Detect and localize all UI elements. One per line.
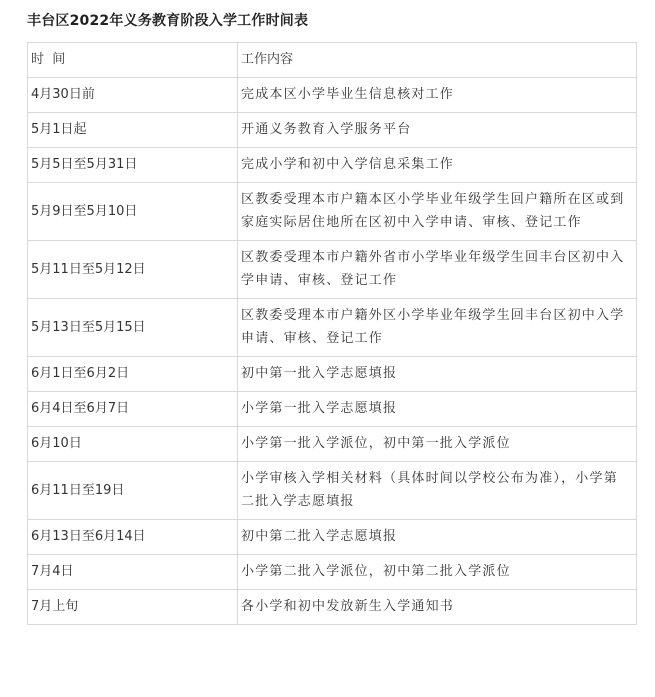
header-content: 工作内容 bbox=[238, 43, 637, 78]
table-row bbox=[28, 520, 637, 555]
table-row bbox=[28, 78, 637, 113]
row-content: 小学审核入学相关材料（具体时间以学校公布为准），小学第二批入学志愿填报 bbox=[238, 462, 637, 520]
row-time: 5月5日至5月31日 bbox=[28, 148, 238, 183]
document-title: 丰台区2022年义务教育阶段入学工作时间表 bbox=[27, 13, 309, 29]
schedule-table bbox=[27, 42, 637, 625]
row-time: 5月13日至5月15日 bbox=[28, 299, 238, 357]
row-content: 小学第一批入学志愿填报 bbox=[238, 392, 637, 427]
row-time: 6月11日至19日 bbox=[28, 462, 238, 520]
row-time: 6月13日至6月14日 bbox=[28, 520, 238, 555]
row-time: 6月4日至6月7日 bbox=[28, 392, 238, 427]
table-row bbox=[28, 427, 637, 462]
row-content: 小学第一批入学派位，初中第一批入学派位 bbox=[238, 427, 637, 462]
row-content: 区教委受理本市户籍本区小学毕业年级学生回户籍所在区或到家庭实际居住地所在区初中入学申请、审核、登记工作 bbox=[238, 183, 637, 241]
table-header-row bbox=[28, 43, 637, 78]
row-content: 初中第二批入学志愿填报 bbox=[238, 520, 637, 555]
table-row bbox=[28, 241, 637, 299]
row-time: 5月11日至5月12日 bbox=[28, 241, 238, 299]
table-row bbox=[28, 392, 637, 427]
row-content: 小学第二批入学派位，初中第二批入学派位 bbox=[238, 555, 637, 590]
row-time: 5月9日至5月10日 bbox=[28, 183, 238, 241]
row-content: 各小学和初中发放新生入学通知书 bbox=[238, 590, 637, 625]
row-content: 区教委受理本市户籍外省市小学毕业年级学生回丰台区初中入学申请、审核、登记工作 bbox=[238, 241, 637, 299]
row-time: 6月1日至6月2日 bbox=[28, 357, 238, 392]
row-content: 开通义务教育入学服务平台 bbox=[238, 113, 637, 148]
row-time: 7月4日 bbox=[28, 555, 238, 590]
row-time: 4月30日前 bbox=[28, 78, 238, 113]
table-row bbox=[28, 113, 637, 148]
table-row bbox=[28, 183, 637, 241]
table-row bbox=[28, 148, 637, 183]
row-time: 5月1日起 bbox=[28, 113, 238, 148]
row-time: 6月10日 bbox=[28, 427, 238, 462]
table-row bbox=[28, 462, 637, 520]
table-row bbox=[28, 357, 637, 392]
table-row bbox=[28, 299, 637, 357]
row-time: 7月上旬 bbox=[28, 590, 238, 625]
row-content: 完成本区小学毕业生信息核对工作 bbox=[238, 78, 637, 113]
row-content: 完成小学和初中入学信息采集工作 bbox=[238, 148, 637, 183]
table-row bbox=[28, 555, 637, 590]
row-content: 初中第一批入学志愿填报 bbox=[238, 357, 637, 392]
header-time: 时 间 bbox=[28, 43, 238, 78]
row-content: 区教委受理本市户籍外区小学毕业年级学生回丰台区初中入学申请、审核、登记工作 bbox=[238, 299, 637, 357]
table-row bbox=[28, 590, 637, 625]
